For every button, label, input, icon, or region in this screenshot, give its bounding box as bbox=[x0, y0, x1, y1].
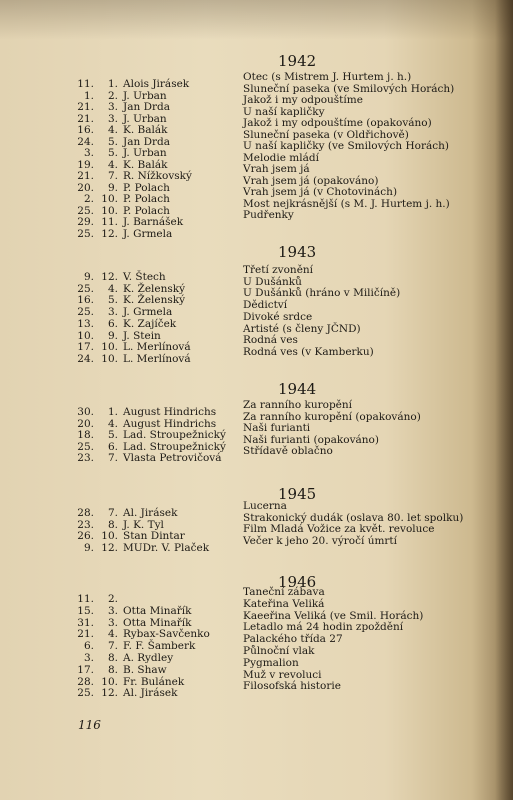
entry-month: 10. bbox=[101, 530, 118, 543]
entry-date bbox=[72, 271, 118, 283]
entry-title: Filosofská historie bbox=[243, 680, 341, 693]
entry-title: Artisté (s členy JČND) bbox=[243, 322, 361, 335]
entry-title: Pudřenky bbox=[243, 209, 294, 221]
entry-day: 23. bbox=[77, 518, 94, 531]
entry-author: Jan Drda bbox=[123, 135, 170, 148]
entry-title: Vrah jsem já bbox=[243, 163, 310, 175]
entry-author: P. Polach bbox=[123, 204, 170, 217]
entry-month: 6. bbox=[107, 440, 118, 453]
entry-day: 21. bbox=[77, 101, 94, 113]
entry-date bbox=[72, 101, 118, 113]
entry-author: P. Polach bbox=[123, 181, 170, 194]
entry-day: 24. bbox=[77, 352, 94, 365]
entry-day: 28. bbox=[77, 507, 94, 519]
entry-month: 10. bbox=[101, 341, 118, 354]
entry-date bbox=[72, 418, 118, 430]
entry-month: 3. bbox=[107, 306, 118, 319]
entry-title: U naší kapličky bbox=[243, 105, 325, 118]
entry-month: 8. bbox=[107, 663, 118, 676]
entry-author: Otta Minařík bbox=[123, 604, 192, 617]
entry-month: 12. bbox=[101, 227, 118, 240]
entry-month: 8. bbox=[107, 652, 118, 664]
entry-author: J. Urban bbox=[123, 112, 167, 125]
entry-day: 21. bbox=[77, 170, 94, 182]
entry-date bbox=[72, 593, 118, 605]
entry-author: J. Grmela bbox=[123, 227, 173, 240]
entry-date bbox=[72, 147, 118, 159]
entry-date bbox=[72, 228, 118, 240]
entry-day: 3. bbox=[83, 147, 94, 159]
entry-month: 10. bbox=[101, 675, 118, 688]
entry-date bbox=[72, 159, 118, 171]
entry-author: K. Balák bbox=[123, 124, 168, 136]
entry-month: 1. bbox=[107, 406, 118, 418]
entry-month: 4. bbox=[107, 282, 118, 295]
entry-date bbox=[72, 90, 118, 102]
entry-title: Lucerna bbox=[243, 500, 287, 512]
entry-date bbox=[72, 628, 118, 640]
entry-month: 4. bbox=[107, 417, 118, 430]
entry-month: 1. bbox=[107, 78, 118, 90]
entry-title: Melodie mládí bbox=[243, 151, 319, 164]
entry-author: August Hindrichs bbox=[123, 417, 217, 430]
entry-author: K. Želenský bbox=[123, 282, 186, 295]
entry-month: 12. bbox=[101, 271, 118, 283]
entry-month: 7. bbox=[107, 640, 118, 653]
entry-author: L. Merlínová bbox=[123, 352, 191, 365]
year-heading: 1943 bbox=[278, 243, 317, 261]
entry-title: Strakonický dudák (oslava 80. let spolku) bbox=[243, 511, 464, 524]
entry-title: U Dušánků (hráno v Miličíně) bbox=[243, 287, 401, 300]
entry-day: 25. bbox=[77, 306, 94, 319]
entry-title: Film Mladá Vožice za květ. revoluce bbox=[243, 523, 435, 536]
entry-day: 24. bbox=[77, 135, 94, 148]
entry-month: 10. bbox=[101, 352, 118, 365]
entry-author: August Hindrichs bbox=[123, 406, 217, 418]
entry-date bbox=[72, 306, 118, 318]
year-heading: 1944 bbox=[278, 380, 317, 398]
year-heading: 1945 bbox=[278, 485, 317, 503]
year-heading: 1946 bbox=[278, 573, 317, 591]
entry-day: 18. bbox=[77, 429, 94, 441]
entry-date bbox=[72, 318, 118, 330]
entry-author: K. Želenský bbox=[123, 294, 186, 307]
entry-author: Stan Dintar bbox=[123, 530, 185, 543]
entry-author: P. Polach bbox=[123, 193, 170, 205]
entry-month: 7. bbox=[107, 452, 118, 464]
entry-date bbox=[72, 124, 118, 136]
entry-author: F. F. Šamberk bbox=[123, 640, 196, 653]
entry-title: Palackého třída 27 bbox=[243, 633, 343, 646]
entry-day: 9. bbox=[83, 271, 94, 283]
entry-title: U Dušánků bbox=[243, 275, 302, 288]
entry-date bbox=[72, 113, 118, 125]
entry-title: Otec (s Mistrem J. Hurtem j. h.) bbox=[243, 71, 412, 83]
entry-date bbox=[72, 617, 118, 629]
entry-day: 11. bbox=[77, 593, 94, 605]
entry-day: 21. bbox=[77, 628, 94, 641]
entry-author: Alois Jirásek bbox=[123, 78, 190, 90]
page-shadow bbox=[0, 0, 513, 40]
entry-day: 20. bbox=[77, 417, 94, 430]
entry-author: Lad. Stroupežnický bbox=[123, 440, 226, 453]
entry-day: 21. bbox=[77, 112, 94, 125]
entry-date bbox=[72, 353, 118, 365]
entry-title: Rodná ves (v Kamberku) bbox=[243, 345, 374, 358]
entry-date bbox=[72, 136, 118, 148]
entry-title: Jakož i my odpouštíme bbox=[243, 94, 363, 106]
entry-title: Vrah jsem já (v Chotovinách) bbox=[243, 186, 398, 198]
entry-day: 11. bbox=[77, 78, 94, 90]
entry-author: Otta Minařík bbox=[123, 616, 192, 629]
entry-author: K. Balák bbox=[123, 158, 168, 171]
entry-date bbox=[72, 216, 118, 228]
entry-month: 12. bbox=[101, 541, 118, 554]
entry-day: 2. bbox=[83, 193, 94, 205]
entry-date bbox=[72, 283, 118, 295]
year-heading: 1942 bbox=[278, 52, 317, 70]
entry-day: 29. bbox=[77, 216, 94, 228]
entry-title: Pygmalion bbox=[243, 656, 299, 669]
entry-day: 17. bbox=[77, 663, 94, 676]
entry-month: 3. bbox=[107, 604, 118, 617]
entry-day: 3. bbox=[83, 652, 94, 664]
entry-title: Muž v revoluci bbox=[243, 668, 322, 681]
entry-month: 4. bbox=[107, 124, 118, 136]
entry-author: R. Nížkovský bbox=[123, 170, 192, 182]
entry-author: L. Merlínová bbox=[123, 341, 191, 354]
entry-day: 23. bbox=[77, 452, 94, 464]
entry-day: 10. bbox=[77, 329, 94, 342]
entry-month: 7. bbox=[107, 170, 118, 182]
entry-month: 8. bbox=[107, 518, 118, 531]
entry-date bbox=[72, 640, 118, 652]
entry-author: J. Barnášek bbox=[123, 216, 184, 228]
entry-date bbox=[72, 341, 118, 353]
entry-date bbox=[72, 676, 118, 688]
entry-month: 4. bbox=[107, 628, 118, 641]
entry-month: 4. bbox=[107, 158, 118, 171]
entry-day: 9. bbox=[83, 541, 94, 554]
entry-day: 19. bbox=[77, 158, 94, 171]
entry-date bbox=[72, 441, 118, 453]
entry-month: 12. bbox=[101, 687, 118, 700]
entry-month: 3. bbox=[107, 112, 118, 125]
entry-author: J. Urban bbox=[123, 89, 167, 102]
entry-day: 16. bbox=[77, 124, 94, 136]
entry-author: Al. Jirásek bbox=[123, 507, 178, 519]
entry-date bbox=[72, 429, 118, 441]
entry-title: Za ranního kuropění bbox=[243, 399, 352, 411]
entry-date bbox=[72, 170, 118, 182]
entry-date bbox=[72, 530, 118, 542]
entry-day: 1. bbox=[83, 89, 94, 102]
entry-date bbox=[72, 78, 118, 90]
entry-date bbox=[72, 406, 118, 418]
entry-day: 30. bbox=[77, 406, 94, 418]
entry-date bbox=[72, 664, 118, 676]
entry-day: 20. bbox=[77, 181, 94, 194]
entry-month: 7. bbox=[107, 507, 118, 519]
entry-author: Lad. Stroupežnický bbox=[123, 429, 226, 441]
entry-author: Fr. Bulánek bbox=[123, 675, 185, 688]
entry-author: J. K. Tyl bbox=[123, 518, 164, 531]
entry-day: 25. bbox=[77, 282, 94, 295]
entry-month: 5. bbox=[107, 429, 118, 441]
entry-date bbox=[72, 605, 118, 617]
entry-title: Naši furianti (opakováno) bbox=[243, 433, 379, 446]
entry-author: K. Zajíček bbox=[123, 317, 177, 330]
entry-day: 16. bbox=[77, 294, 94, 307]
entry-day: 25. bbox=[77, 687, 94, 700]
entry-date bbox=[72, 193, 118, 205]
entry-title: Půlnoční vlak bbox=[243, 645, 315, 657]
entry-day: 13. bbox=[77, 317, 94, 330]
entry-author: Al. Jirásek bbox=[123, 687, 178, 700]
entry-date bbox=[72, 687, 118, 699]
entry-author: J. Grmela bbox=[123, 306, 173, 319]
entry-date bbox=[72, 330, 118, 342]
entry-title: U naší kapličky (ve Smilových Horách) bbox=[243, 140, 449, 152]
entry-title: Střídavě oblačno bbox=[243, 445, 333, 457]
entry-day: 17. bbox=[77, 341, 94, 354]
entry-title: Letadlo má 24 hodin zpoždění bbox=[243, 621, 404, 634]
entry-title: Rodná ves bbox=[243, 334, 298, 347]
entry-title: Za ranního kuropění (opakováno) bbox=[243, 410, 421, 423]
entry-title: Třetí zvonění bbox=[243, 264, 314, 276]
entry-day: 28. bbox=[77, 675, 94, 688]
entry-day: 31. bbox=[77, 616, 94, 629]
entry-day: 6. bbox=[83, 640, 94, 653]
entry-month: 2. bbox=[107, 593, 118, 605]
entry-author: Jan Drda bbox=[123, 101, 170, 113]
entry-month: 3. bbox=[107, 101, 118, 113]
entry-author: J. Urban bbox=[123, 147, 167, 159]
entry-month: 2. bbox=[107, 89, 118, 102]
entry-title: Taneční zábava bbox=[243, 586, 325, 598]
entry-title: Sluneční paseka (v Oldřichově) bbox=[243, 128, 409, 141]
entry-title: Kateřina Veliká bbox=[243, 597, 325, 610]
entry-date bbox=[72, 652, 118, 664]
entry-month: 5. bbox=[107, 147, 118, 159]
entry-day: 25. bbox=[77, 227, 94, 240]
entry-month: 9. bbox=[107, 181, 118, 194]
entry-title: Dědictví bbox=[243, 299, 288, 312]
entry-date bbox=[72, 294, 118, 306]
entry-month: 3. bbox=[107, 616, 118, 629]
entry-author: Vlasta Petrovičová bbox=[123, 452, 222, 464]
entry-date bbox=[72, 542, 118, 554]
entry-title: Divoké srdce bbox=[243, 310, 313, 323]
entry-month: 10. bbox=[101, 204, 118, 217]
entry-month: 6. bbox=[107, 317, 118, 330]
entry-title: Most nejkrásnější (s M. J. Hurtem j. h.) bbox=[243, 197, 450, 210]
entry-author: V. Štech bbox=[123, 271, 166, 283]
entry-title: Vrah jsem já (opakováno) bbox=[243, 174, 379, 187]
entry-date bbox=[72, 452, 118, 464]
entry-author: MUDr. V. Plaček bbox=[123, 541, 210, 554]
entry-title: Kaeeřina Veliká (ve Smil. Horách) bbox=[243, 609, 424, 622]
entry-title: Naši furianti bbox=[243, 422, 311, 434]
entry-day: 15. bbox=[77, 604, 94, 617]
entry-month: 5. bbox=[107, 135, 118, 148]
entry-author: J. Stein bbox=[123, 329, 161, 342]
entry-title: Večer k jeho 20. výročí úmrtí bbox=[243, 534, 398, 547]
page-number: 116 bbox=[78, 718, 101, 732]
entry-date bbox=[72, 182, 118, 194]
entry-author: B. Shaw bbox=[123, 663, 167, 676]
entry-day: 25. bbox=[77, 440, 94, 453]
entry-month: 10. bbox=[101, 193, 118, 205]
page-edge-shadow bbox=[495, 0, 513, 800]
entry-title: Sluneční paseka (ve Smilových Horách) bbox=[243, 82, 455, 95]
entry-date bbox=[72, 205, 118, 217]
entry-month: 11. bbox=[101, 216, 118, 228]
entry-day: 25. bbox=[77, 204, 94, 217]
entry-author: Rybax-Savčenko bbox=[123, 628, 210, 641]
entry-month: 5. bbox=[107, 294, 118, 307]
entry-author: A. Rydley bbox=[123, 652, 174, 664]
entry-date bbox=[72, 507, 118, 519]
entry-month: 9. bbox=[107, 329, 118, 342]
entry-date bbox=[72, 519, 118, 531]
entry-title: Jakož i my odpouštíme (opakováno) bbox=[243, 117, 432, 129]
entry-day: 26. bbox=[77, 530, 94, 543]
